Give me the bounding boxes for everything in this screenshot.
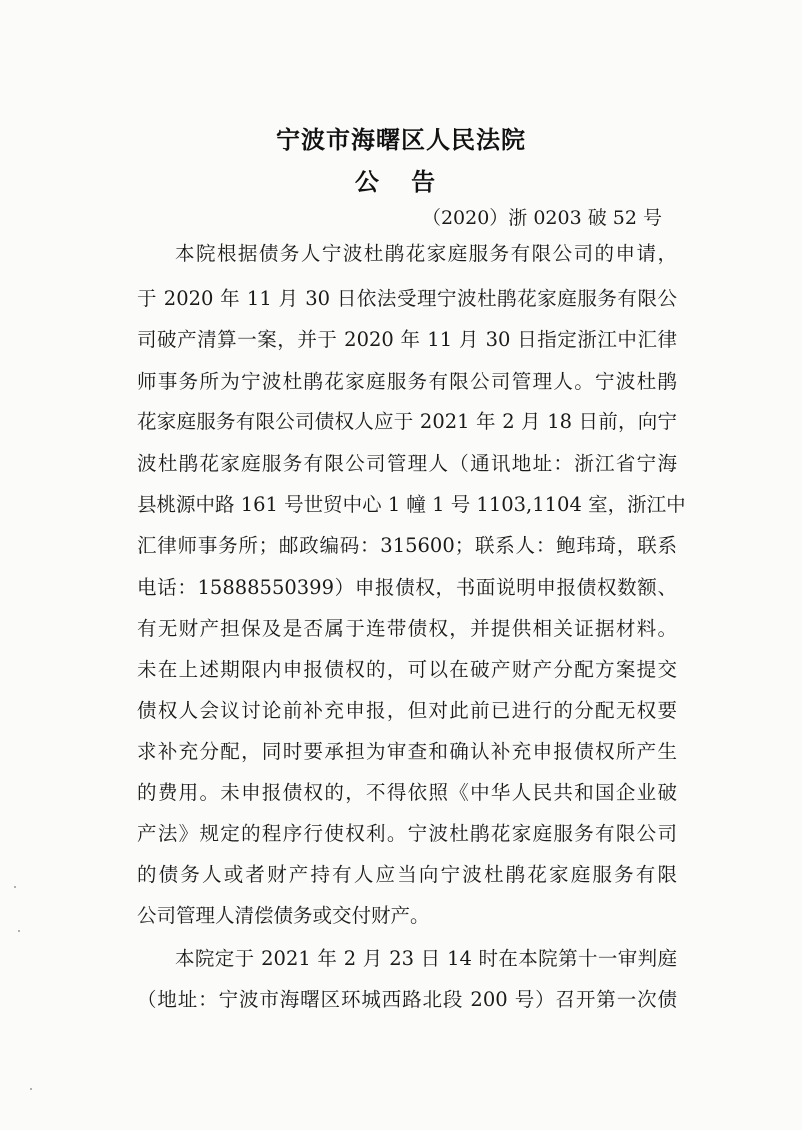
paragraph-line: 本院定于 2021 年 2 月 23 日 14 时在本院第十一审判庭 [175, 947, 677, 970]
court-name-heading: 宁波市海曙区人民法院 [276, 126, 526, 154]
notice-title: 公 告 [354, 168, 448, 196]
paragraph-line: 花家庭服务有限公司债权人应于 2021 年 2 月 18 日前，向宁 [137, 410, 677, 433]
paragraph-line: 债权人会议讨论前补充申报，但对此前已进行的分配无权要 [137, 699, 677, 722]
paragraph-line: 于 2020 年 11 月 30 日依法受理宁波杜鹃花家庭服务有限公 [137, 287, 677, 310]
paragraph-line: 本院根据债务人宁波杜鹃花家庭服务有限公司的申请， [175, 242, 677, 265]
paragraph-line: 师事务所为宁波杜鹃花家庭服务有限公司管理人。宁波杜鹃 [137, 370, 677, 393]
scan-speck [14, 886, 16, 888]
paragraph-line: 司破产清算一案，并于 2020 年 11 月 30 日指定浙江中汇律 [137, 328, 677, 351]
paragraph-line: 的债务人或者财产持有人应当向宁波杜鹃花家庭服务有限 [137, 863, 677, 886]
paragraph-line: 有无财产担保及是否属于连带债权，并提供相关证据材料。 [137, 617, 677, 640]
paragraph-line: 汇律师事务所；邮政编码：315600；联系人：鲍玮琦，联系 [137, 534, 677, 557]
paragraph-line: 未在上述期限内申报债权的，可以在破产财产分配方案提交 [137, 658, 677, 681]
scan-speck [30, 1088, 32, 1090]
paragraph-line: 公司管理人清偿债务或交付财产。 [137, 904, 430, 927]
paragraph-line: 县桃源中路 161 号世贸中心 1 幢 1 号 1103,1104 室，浙江中 [137, 493, 686, 516]
paragraph-line: 产法》规定的程序行使权利。宁波杜鹃花家庭服务有限公司 [137, 822, 677, 845]
scan-speck [18, 930, 20, 932]
case-number: （2020）浙 0203 破 52 号 [421, 207, 662, 229]
paragraph-line: 电话：15888550399）申报债权，书面说明申报债权数额、 [137, 576, 677, 599]
paragraph-line: （地址：宁波市海曙区环城西路北段 200 号）召开第一次债 [137, 988, 677, 1011]
paragraph-line: 求补充分配，同时要承担为审查和确认补充申报债权所产生 [137, 740, 677, 763]
paragraph-line: 的费用。未申报债权的，不得依照《中华人民共和国企业破 [137, 781, 677, 804]
paragraph-line: 波杜鹃花家庭服务有限公司管理人（通讯地址：浙江省宁海 [137, 452, 677, 475]
